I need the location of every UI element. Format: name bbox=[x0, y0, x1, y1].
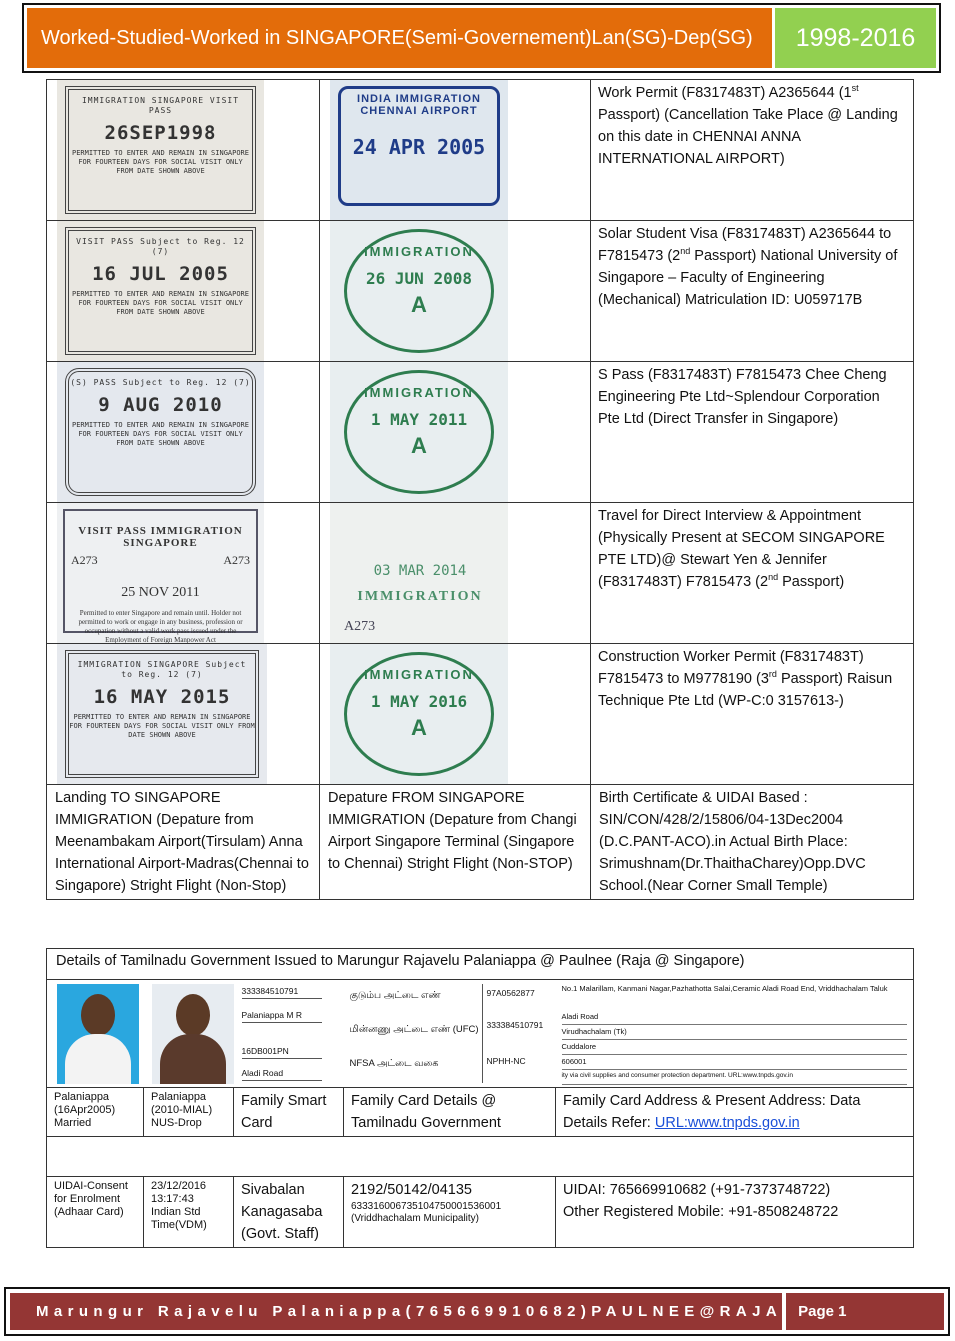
municipality-code: 633316006735104750001536001 (Vriddhachalam Municipality) bbox=[351, 1201, 502, 1224]
smart-card-address: No.1 Malarillam, Kanmani Nagar,Pazhathotta Salai,Ceramic Aladi Road End, Vriddhachalam Taluk Aladi Road Virudhachalam (Tk) Cuddalore 606001 ity via civil supplies and consumer protection department. URL:www.tnpds.gov.in bbox=[556, 980, 914, 1087]
stamp-date: 1 MAY 2011 bbox=[370, 410, 468, 429]
stamp-date: 03 MAR 2014 bbox=[373, 563, 467, 579]
passport-stamps-table bbox=[46, 79, 914, 900]
stamp-date: 26SEP1998 bbox=[104, 122, 217, 144]
registered-mobile: Other Registered Mobile: +91-8508248722 bbox=[563, 1204, 839, 1220]
stamp-date: 16 JUL 2005 bbox=[92, 263, 229, 285]
landing-stamp-cell bbox=[47, 503, 320, 644]
stamp-date: 1 MAY 2016 bbox=[370, 692, 468, 711]
departure-stamp-cell bbox=[320, 362, 591, 503]
departure-stamp-image: INDIA IMMIGRATION CHENNAI AIRPORT 24 APR 2005 bbox=[330, 80, 508, 220]
table-row bbox=[47, 1137, 914, 1177]
stamp-description: Solar Student Visa (F8317483T) A2365644 to F7815473 (2nd Passport) National University of Singapore – Faculty of Engineering (Mechanical) Matriculation ID: U059717B bbox=[591, 221, 914, 362]
departure-stamp-cell bbox=[320, 80, 591, 221]
family-card-details: Family Card Details @ Tamilnadu Government bbox=[351, 1093, 501, 1131]
stamp-description: Work Permit (F8317483T) A2365644 (1st Passport) (Cancellation Take Place @ Landing on this date in CHENNAI ANNA INTERNATIONAL AIRPORT) bbox=[591, 80, 914, 221]
departure-stamp-image: IMMIGRATION 26 JUN 2008 A bbox=[330, 221, 508, 361]
smart-card-fields: 333384510791 Palaniappa M R 16DB001PN Aladi Road bbox=[234, 980, 344, 1087]
birth-certificate-description: Birth Certificate & UIDAI Based : SIN/CON/428/2/15806/04-13Dec2004 (D.C.PANT-ACO).in Actual Birth Place: Srimushnam(Dr.ThaithaCharey)Opp.DVC School.(Near Corner Small Temple) bbox=[591, 785, 914, 900]
smart-card-numbers: குடும்ப அட்டை எண் 97A0562877 மின்னணு அட்டை எண் (UFC) 333384510791 NFSA அட்டை வகை NPHH-NC bbox=[344, 980, 556, 1087]
departure-stamp-image: IMMIGRATION 1 MAY 2011 A bbox=[330, 362, 508, 502]
table-row bbox=[47, 1177, 914, 1248]
enrolment-code: 2192/50142/04135 bbox=[351, 1182, 472, 1198]
passport-photo-married bbox=[57, 984, 139, 1084]
page-header bbox=[22, 3, 941, 73]
table-row bbox=[47, 785, 914, 900]
family-smart-card: Family Smart Card bbox=[241, 1093, 327, 1131]
landing-stamp-cell bbox=[47, 80, 320, 221]
govt-staff: Sivabalan Kanagasaba (Govt. Staff) bbox=[241, 1182, 323, 1242]
stamp-date: 16 MAY 2015 bbox=[93, 686, 231, 708]
landing-stamp-image: IMMIGRATION SINGAPORE VISIT PASS 26SEP1998 PERMITTED TO ENTER AND REMAIN IN SINGAPORE FOR FOURTEEN DAYS FOR SOCIAL VISIT ONLY FROM DATE SHOWN ABOVE bbox=[57, 80, 264, 220]
departure-stamp-cell bbox=[320, 221, 591, 362]
table-row bbox=[47, 644, 914, 785]
landing-stamp-image: VISIT PASS IMMIGRATION SINGAPORE A273 A273 25 NOV 2011 Permitted to enter Singapore and remain until. Holder not permitted to work or engage in any business, profession or occupation without a valid work pass issued under the Employment of Foreign Manpower Act bbox=[57, 503, 264, 643]
table-row bbox=[47, 80, 914, 221]
stamp-description: S Pass (F8317483T) F7815473 Chee Cheng Engineering Pte Ltd~Splendour Corporation Pte Ltd (Direct Transfer in Singapore) bbox=[591, 362, 914, 503]
landing-stamp-image: (S) PASS Subject to Reg. 12 (7) 9 AUG 2010 PERMITTED TO ENTER AND REMAIN IN SINGAPORE FOR FOURTEEN DAYS FOR SOCIAL VISIT ONLY FROM DATE SHOWN ABOVE bbox=[57, 362, 264, 502]
page-number: Page 1 bbox=[786, 1293, 944, 1330]
stamp-date: 26 JUN 2008 bbox=[366, 269, 472, 288]
table-row bbox=[47, 1088, 914, 1137]
photo1-caption: Palaniappa (16Apr2005) Married bbox=[54, 1091, 116, 1129]
landing-stamp-cell bbox=[47, 221, 320, 362]
landing-stamp-image: VISIT PASS Subject to Reg. 12 (7) 16 JUL 2005 PERMITTED TO ENTER AND REMAIN IN SINGAPORE FOR FOURTEEN DAYS FOR SOCIAL VISIT ONLY FROM DATE SHOWN ABOVE bbox=[57, 221, 264, 361]
footer-name: Marungur Rajavelu Palaniappa(765669910682)PAULNEE@RAJA bbox=[10, 1293, 782, 1330]
table-row bbox=[47, 221, 914, 362]
table-row bbox=[47, 980, 914, 1088]
stamp-date: 9 AUG 2010 bbox=[98, 394, 223, 416]
header-years: 1998-2016 bbox=[775, 8, 936, 68]
family-card-address: Family Card Address & Present Address: Data Details Refer: bbox=[563, 1093, 861, 1131]
passport-photo-nus bbox=[152, 984, 234, 1084]
departure-stamp-image: 03 MAR 2014 IMMIGRATION A273 bbox=[330, 503, 508, 643]
stamp-description: Travel for Direct Interview & Appointment (Physically Present at SECOM SINGAPORE PTE LTD)@ Stewart Yen & Jennifer (F8317483T) F7815473 (2nd Passport) bbox=[591, 503, 914, 644]
tnpds-link[interactable]: URL:www.tnpds.gov.in bbox=[654, 1115, 800, 1131]
uidai-consent: UIDAI-Consent for Enrolment (Adhaar Card) bbox=[54, 1180, 128, 1218]
page-footer bbox=[4, 1287, 950, 1336]
landing-description: Landing TO SINGAPORE IMMIGRATION (Depature from Meenambakam Airport(Tirsulam) Anna International Airport-Madras(Chennai to Singapore) Stright Flight (Non-Stop) bbox=[47, 785, 320, 900]
stamp-date: 24 APR 2005 bbox=[352, 135, 486, 159]
table-row bbox=[47, 362, 914, 503]
tamilnadu-details-table bbox=[46, 948, 914, 1248]
details-header: Details of Tamilnadu Government Issued to Marungur Rajavelu Palaniappa @ Paulnee (Raja @ Singapore) bbox=[47, 949, 914, 980]
landing-stamp-image: IMMIGRATION SINGAPORE Subject to Reg. 12 (7) 16 MAY 2015 PERMITTED TO ENTER AND REMAIN IN SINGAPORE FOR FOURTEEN DAYS FOR SOCIAL VISIT ONLY FROM DATE SHOWN ABOVE bbox=[57, 644, 267, 784]
enrolment-datetime: 23/12/2016 13:17:43 Indian Std Time(VDM) bbox=[151, 1180, 207, 1231]
departure-description: Depature FROM SINGAPORE IMMIGRATION (Depature from Changi Airport Singapore Terminal (Singapore to Chennai) Stright Flight (Non-STOP) bbox=[320, 785, 591, 900]
departure-stamp-cell bbox=[320, 503, 591, 644]
departure-stamp-cell bbox=[320, 644, 591, 785]
landing-stamp-cell bbox=[47, 644, 320, 785]
header-title: Worked-Studied-Worked in SINGAPORE(Semi-Governement)Lan(SG)-Dep(SG) bbox=[27, 8, 772, 68]
landing-stamp-cell bbox=[47, 362, 320, 503]
departure-stamp-image: IMMIGRATION 1 MAY 2016 A bbox=[330, 644, 508, 784]
photo2-caption: Palaniappa (2010-MIAL) NUS-Drop bbox=[151, 1091, 213, 1129]
stamp-date: 25 NOV 2011 bbox=[121, 585, 200, 600]
table-row bbox=[47, 503, 914, 644]
stamp-description: Construction Worker Permit (F8317483T) F7815473 to M9778190 (3rd Passport) Raisun Technique Pte Ltd (WP-C:0 3157613-) bbox=[591, 644, 914, 785]
uidai-number: UIDAI: 765669910682 (+91-7373748722) bbox=[563, 1182, 831, 1198]
